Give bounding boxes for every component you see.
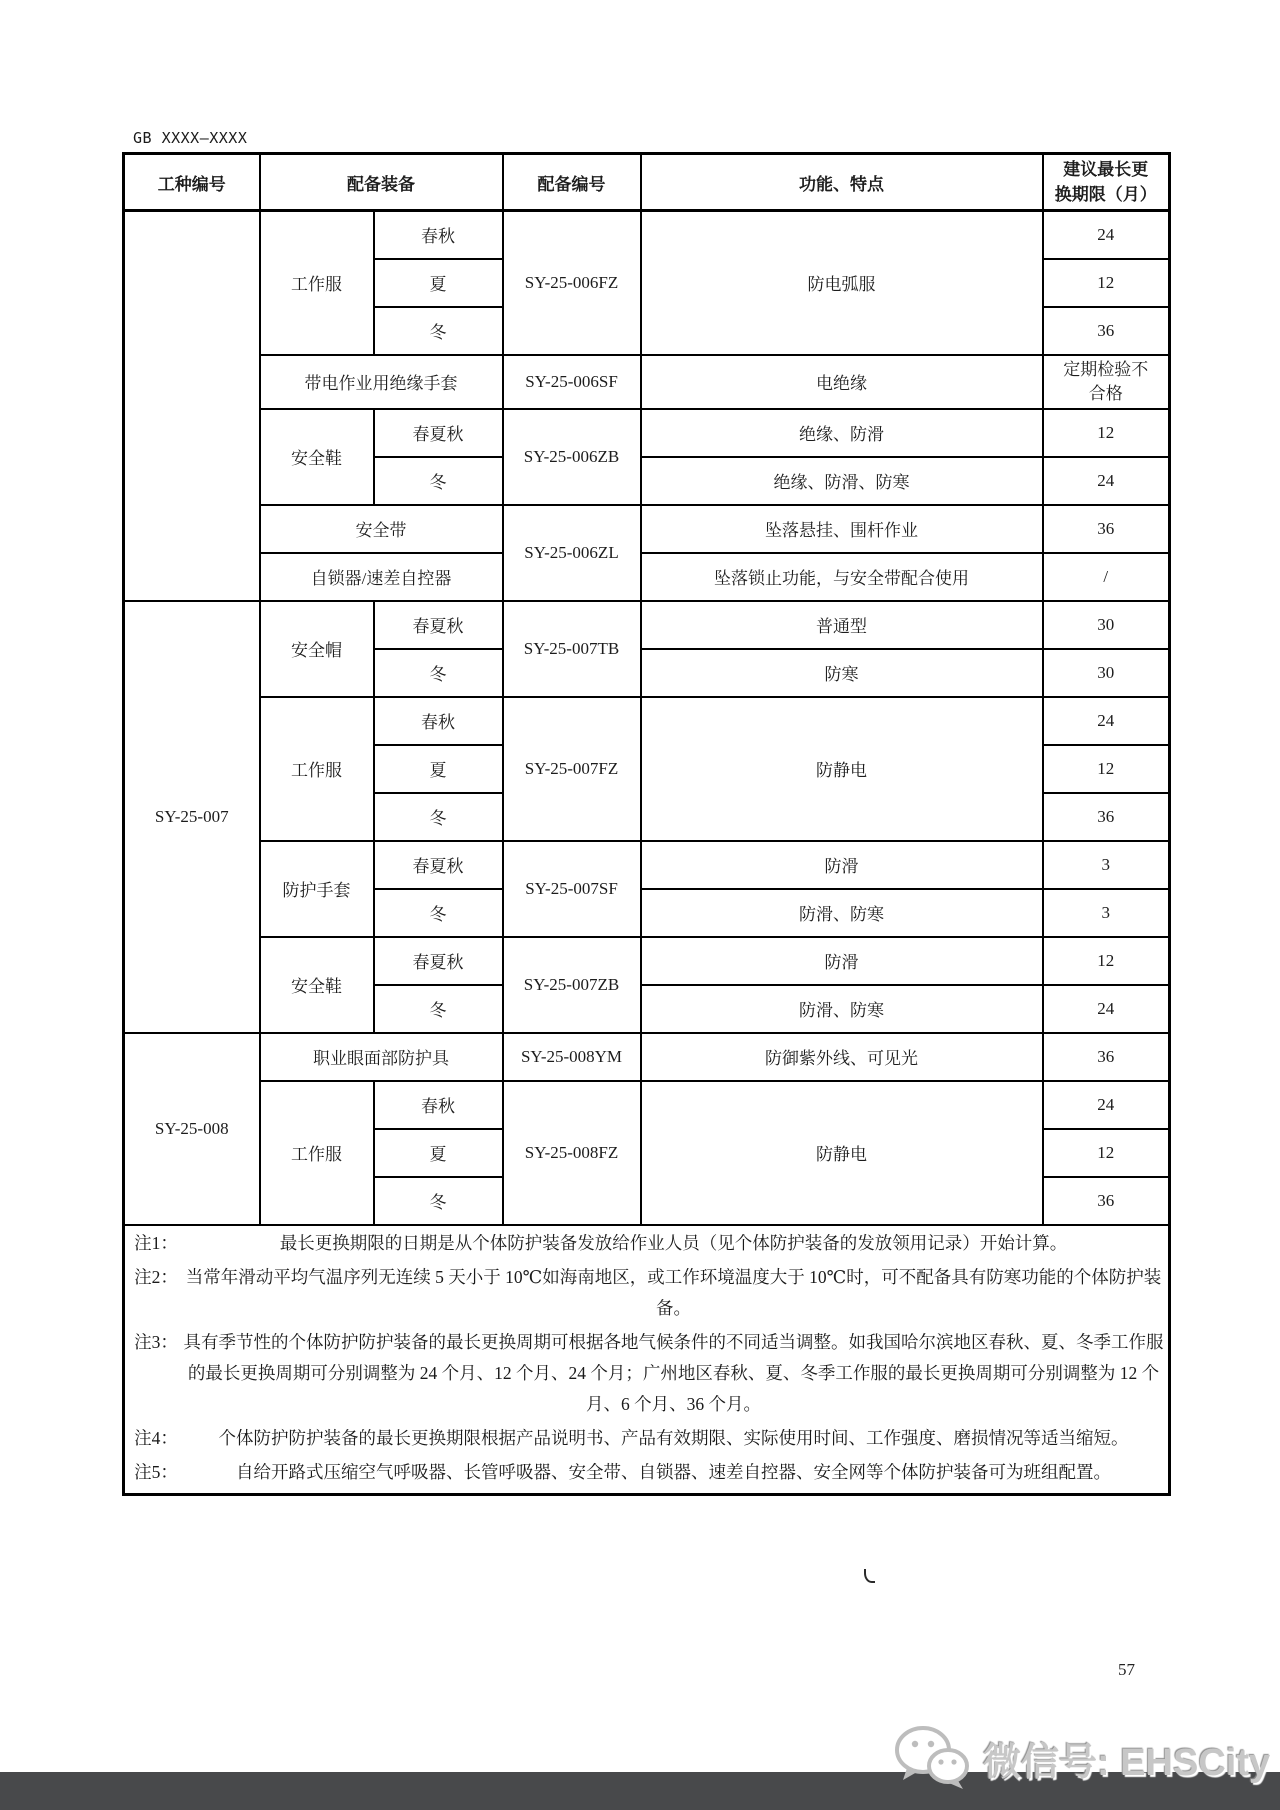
season-cell: 冬 [374, 889, 503, 937]
season-cell: 冬 [374, 457, 503, 505]
note-label: 注5： [134, 1461, 178, 1482]
equipment-name-cell: 安全鞋 [260, 937, 374, 1033]
equipment-name-cell: 安全帽 [260, 601, 374, 697]
season-cell: 春秋 [374, 211, 503, 259]
season-cell: 春秋 [374, 1081, 503, 1129]
notes-block [124, 1225, 1170, 1495]
period-cell: 12 [1043, 937, 1170, 985]
equipment-name-cell: 带电作业用绝缘手套 [260, 355, 503, 409]
season-cell: 冬 [374, 649, 503, 697]
season-cell: 春夏秋 [374, 601, 503, 649]
note-label: 注4： [134, 1427, 178, 1448]
season-cell: 夏 [374, 1129, 503, 1177]
note-text: 具有季节性的个体防护防护装备的最长更换周期可根据各地气候条件的不同适当调整。如我国哈尔滨地区春秋、夏、冬季工作服的最长更换周期可分别调整为 24 个月、12 个月、24 个月；广州地区春秋、夏、冬季工作服的最长更换周期可分别调整为 12 个月、6 个月、36 个月。 [183, 1331, 1164, 1414]
code-cell: SY-25-006ZB [503, 409, 641, 505]
header-period-line1: 建议最长更 [1063, 160, 1149, 179]
note-4 [129, 1423, 1164, 1454]
note-text: 当常年滑动平均气温序列无连续 5 天小于 10℃如海南地区，或工作环境温度大于 10℃时，可不配备具有防寒功能的个体防护装备。 [185, 1266, 1162, 1318]
table-row [124, 553, 1170, 601]
watermark-text: 微信号: EHSCity [983, 1741, 1271, 1784]
header-period-line2: 换期限（月） [1054, 185, 1157, 204]
table-row [124, 841, 1170, 889]
standard-code: GB XXXX—XXXX [133, 129, 248, 147]
table-row [124, 1033, 1170, 1081]
equipment-name-cell: 工作服 [260, 697, 374, 841]
code-cell: SY-25-008YM [503, 1033, 641, 1081]
feature-cell: 防滑 [641, 937, 1043, 985]
code-cell: SY-25-007SF [503, 841, 641, 937]
note-text: 最长更换期限的日期是从个体防护装备发放给作业人员（见个体防护装备的发放领用记录）开始计算。 [279, 1232, 1068, 1253]
table-row [124, 211, 1170, 259]
period-cell: 12 [1043, 745, 1170, 793]
season-cell: 春夏秋 [374, 937, 503, 985]
period-cell: 12 [1043, 259, 1170, 307]
ppe-table [122, 152, 1171, 1496]
table-row [124, 505, 1170, 553]
feature-cell: 防御紫外线、可见光 [641, 1033, 1043, 1081]
table-row [124, 601, 1170, 649]
feature-cell: 防滑、防寒 [641, 985, 1043, 1033]
period-cell: / [1043, 553, 1170, 601]
season-cell: 春夏秋 [374, 841, 503, 889]
note-text: 个体防护防护装备的最长更换期限根据产品说明书、产品有效期限、实际使用时间、工作强度、磨损情况等适当缩短。 [218, 1427, 1129, 1448]
period-cell: 3 [1043, 841, 1170, 889]
period-cell: 36 [1043, 307, 1170, 355]
note-label: 注2： [134, 1266, 178, 1287]
table-row [124, 409, 1170, 457]
season-cell: 冬 [374, 985, 503, 1033]
feature-cell: 防寒 [641, 649, 1043, 697]
note-label: 注3： [134, 1331, 178, 1352]
table-row [124, 1081, 1170, 1129]
equipment-name-cell: 安全鞋 [260, 409, 374, 505]
code-cell: SY-25-007ZB [503, 937, 641, 1033]
job-code-cell: SY-25-007 [124, 601, 260, 1033]
wechat-icon [893, 1724, 971, 1792]
header-equip-code: 配备编号 [503, 154, 641, 211]
note-3 [129, 1327, 1164, 1420]
code-cell: SY-25-008FZ [503, 1081, 641, 1225]
season-cell: 冬 [374, 1177, 503, 1225]
period-cell: 12 [1043, 1129, 1170, 1177]
equipment-name-cell: 职业眼面部防护具 [260, 1033, 503, 1081]
job-code-cell: SY-25-008 [124, 1033, 260, 1225]
header-features: 功能、特点 [641, 154, 1043, 211]
note-2 [129, 1262, 1164, 1324]
table-row [124, 697, 1170, 745]
season-cell: 夏 [374, 259, 503, 307]
period-cell: 36 [1043, 793, 1170, 841]
period-cell: 24 [1043, 1081, 1170, 1129]
period-cell: 30 [1043, 601, 1170, 649]
feature-cell: 防滑、防寒 [641, 889, 1043, 937]
season-cell: 春夏秋 [374, 409, 503, 457]
code-cell: SY-25-006SF [503, 355, 641, 409]
note-5 [129, 1457, 1164, 1488]
equipment-name-cell: 安全带 [260, 505, 503, 553]
note-label: 注1： [134, 1232, 178, 1253]
wechat-watermark [893, 1724, 1270, 1792]
period-cell: 12 [1043, 409, 1170, 457]
job-code-cell [124, 211, 260, 601]
notes-row [124, 1225, 1170, 1495]
feature-cell: 绝缘、防滑、防寒 [641, 457, 1043, 505]
period-cell: 24 [1043, 211, 1170, 259]
period-cell [1043, 355, 1170, 409]
header-period [1043, 154, 1170, 211]
equipment-name-cell: 工作服 [260, 211, 374, 355]
code-cell: SY-25-006ZL [503, 505, 641, 601]
header-equipment: 配备装备 [260, 154, 503, 211]
season-cell: 春秋 [374, 697, 503, 745]
feature-cell: 坠落悬挂、围杆作业 [641, 505, 1043, 553]
equipment-name-cell: 自锁器/速差自控器 [260, 553, 503, 601]
feature-cell: 绝缘、防滑 [641, 409, 1043, 457]
page-number: 57 [1118, 1660, 1135, 1679]
equipment-name-cell: 工作服 [260, 1081, 374, 1225]
scan-artifact [864, 1569, 875, 1583]
period-text: 定期检验不合格 [1063, 359, 1149, 403]
feature-cell: 坠落锁止功能，与安全带配合使用 [641, 553, 1043, 601]
feature-cell: 电绝缘 [641, 355, 1043, 409]
table-row [124, 355, 1170, 409]
period-cell: 30 [1043, 649, 1170, 697]
header-job-code: 工种编号 [124, 154, 260, 211]
period-cell: 24 [1043, 457, 1170, 505]
period-cell: 24 [1043, 697, 1170, 745]
feature-cell: 防电弧服 [641, 211, 1043, 355]
code-cell: SY-25-007TB [503, 601, 641, 697]
code-cell: SY-25-007FZ [503, 697, 641, 841]
season-cell: 冬 [374, 793, 503, 841]
note-text: 自给开路式压缩空气呼吸器、长管呼吸器、安全带、自锁器、速差自控器、安全网等个体防护装备可为班组配置。 [236, 1461, 1111, 1482]
note-1 [129, 1228, 1164, 1259]
period-cell: 36 [1043, 1177, 1170, 1225]
period-cell: 3 [1043, 889, 1170, 937]
season-cell: 夏 [374, 745, 503, 793]
season-cell: 冬 [374, 307, 503, 355]
feature-cell: 普通型 [641, 601, 1043, 649]
feature-cell: 防静电 [641, 1081, 1043, 1225]
period-cell: 36 [1043, 505, 1170, 553]
period-cell: 24 [1043, 985, 1170, 1033]
feature-cell: 防静电 [641, 697, 1043, 841]
feature-cell: 防滑 [641, 841, 1043, 889]
table-row [124, 937, 1170, 985]
equipment-name-cell: 防护手套 [260, 841, 374, 937]
code-cell: SY-25-006FZ [503, 211, 641, 355]
table-header-row [124, 154, 1170, 211]
period-cell: 36 [1043, 1033, 1170, 1081]
